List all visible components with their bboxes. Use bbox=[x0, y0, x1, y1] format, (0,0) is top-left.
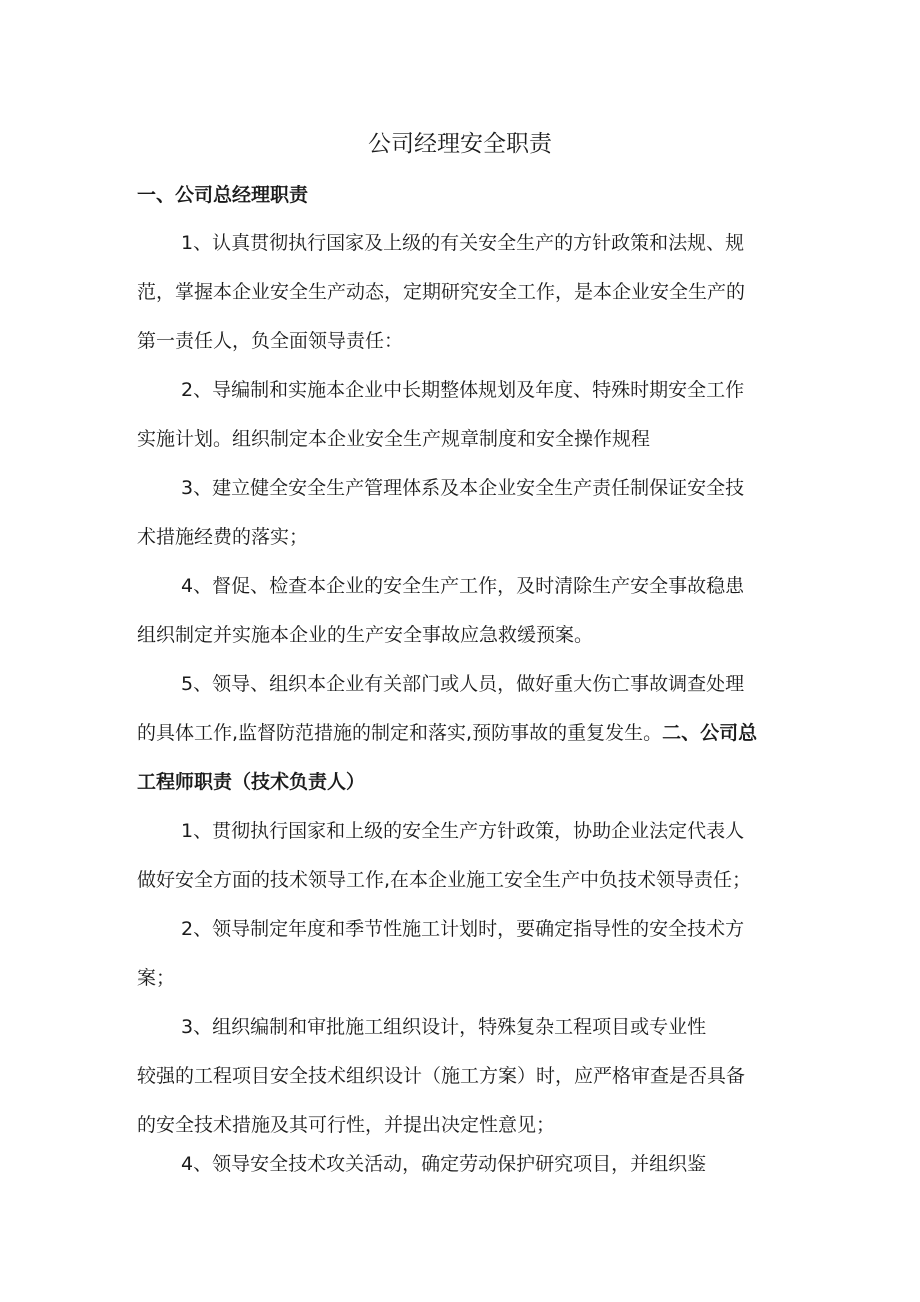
section-heading-chief-engineer-part2: 工程师职责（技术负责人） bbox=[137, 771, 366, 793]
paragraph-line-mixed bbox=[137, 718, 757, 748]
paragraph-line: 实施计划。组织制定本企业安全生产规章制度和安全操作规程 bbox=[137, 428, 651, 450]
paragraph-line: 做好安全方面的技术领导工作,在本企业施工安全生产中负技术领导责任； bbox=[137, 869, 752, 891]
paragraph-line: 5、领导、组织本企业有关部门或人员，做好重大伤亡事故调查处理 bbox=[181, 673, 745, 695]
paragraph-line: 3、建立健全安全生产管理体系及本企业安全生产责任制保证安全技 bbox=[181, 477, 745, 499]
paragraph-line: 案； bbox=[137, 967, 176, 989]
paragraph-line: 的安全技术措施及其可行性，并提出决定性意见； bbox=[137, 1114, 556, 1136]
document-title: 公司经理安全职责 bbox=[368, 131, 552, 157]
paragraph-line: 术措施经费的落实； bbox=[137, 526, 309, 548]
paragraph-line: 第一责任人，负全面领导责任： bbox=[137, 330, 404, 352]
paragraph-text: 的具体工作,监督防范措施的制定和落实,预防事故的重复发生。 bbox=[137, 722, 663, 744]
section-heading-general-manager: 一、公司总经理职责 bbox=[137, 184, 309, 206]
paragraph-line: 4、领导安全技术攻关活动，确定劳动保护研究项目，并组织鉴 bbox=[181, 1153, 707, 1175]
paragraph-line: 1、认真贯彻执行国家及上级的有关安全生产的方针政策和法规、规 bbox=[181, 232, 745, 254]
paragraph-line: 组织制定并实施本企业的生产安全事故应急救缓预案。 bbox=[137, 624, 594, 646]
paragraph-line: 范，掌握本企业安全生产动态，定期研究安全工作，是本企业安全生产的 bbox=[137, 281, 746, 303]
paragraph-line: 1、贯彻执行国家和上级的安全生产方针政策，协助企业法定代表人 bbox=[181, 820, 745, 842]
paragraph-line: 2、领导制定年度和季节性施工计划时，要确定指导性的安全技术方 bbox=[181, 918, 745, 940]
paragraph-line: 2、导编制和实施本企业中长期整体规划及年度、特殊时期安全工作 bbox=[181, 379, 745, 401]
paragraph-line: 3、组织编制和审批施工组织设计，特殊复杂工程项目或专业性 bbox=[181, 1016, 707, 1038]
section-heading-chief-engineer-part1: 二、公司总 bbox=[662, 722, 758, 744]
paragraph-line: 4、督促、检查本企业的安全生产工作，及时清除生产安全事故稳患 bbox=[181, 575, 745, 597]
paragraph-line: 较强的工程项目安全技术组织设计（施工方案）时，应严格审查是否具备 bbox=[137, 1065, 746, 1087]
